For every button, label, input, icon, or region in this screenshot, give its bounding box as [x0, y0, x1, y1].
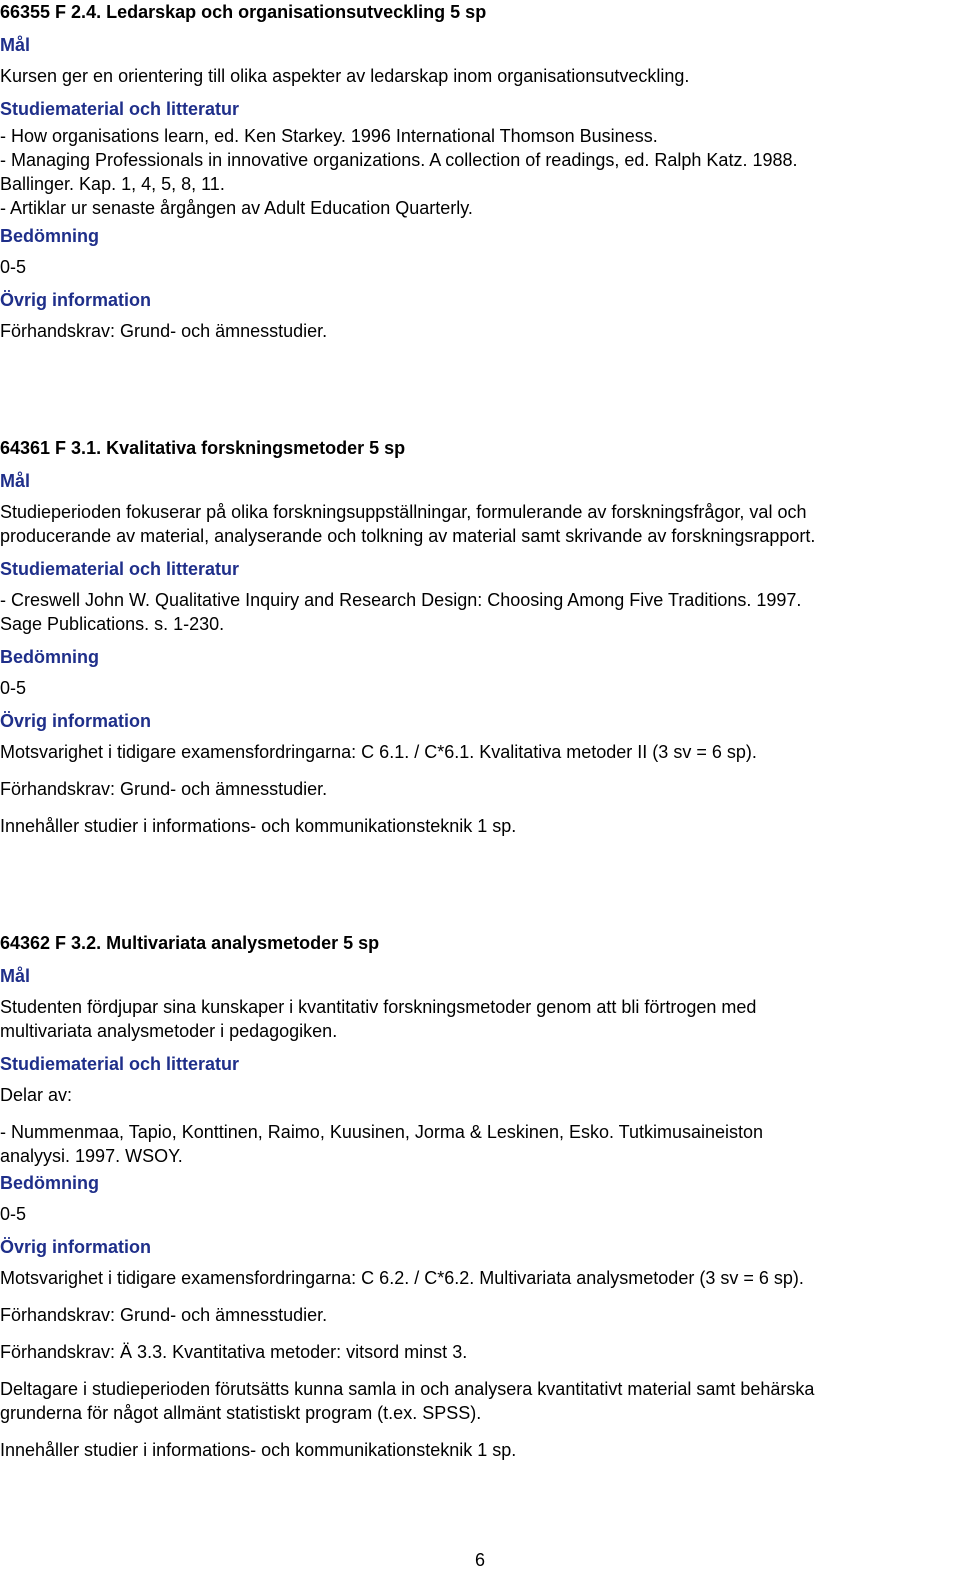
assessment-value: 0-5 — [0, 257, 27, 277]
info-paragraph: Förhandskrav: Grund- och ämnesstudier. — [0, 321, 328, 341]
literature-line: - Nummenmaa, Tapio, Konttinen, Raimo, Kuusinen, Jorma & Leskinen, Esko. Tutkimusaineiston — [0, 1122, 764, 1142]
assessment-value: 0-5 — [0, 1204, 27, 1224]
info-paragraph: Förhandskrav: Grund- och ämnesstudier. — [0, 1305, 328, 1325]
goal-heading: Mål — [0, 966, 31, 986]
assessment-heading: Bedömning — [0, 226, 99, 246]
literature-list — [0, 124, 960, 220]
goal-text: Studieperioden fokuserar på olika forskningsuppställningar, formulerande av forskningsfrågor, val och producerande av material, analyserande och tolkning av material samt skrivande av forskningsrapport. — [0, 502, 816, 546]
info-paragraph: Motsvarighet i tidigare examensfordringarna: C 6.2. / C*6.2. Multivariata analysmetoder (3 sv = 6 sp). — [0, 1268, 804, 1288]
info-paragraph: Innehåller studier i informations- och kommunikationsteknik 1 sp. — [0, 816, 517, 836]
literature-line: - How organisations learn, ed. Ken Starkey. 1996 International Thomson Business. — [0, 126, 658, 146]
literature-line: - Artiklar ur senaste årgången av Adult Education Quarterly. — [0, 198, 473, 218]
literature-line: Sage Publications. s. 1-230. — [0, 614, 225, 634]
goal-text: Studenten fördjupar sina kunskaper i kvantitativ forskningsmetoder genom att bli förtrogen med multivariata analysmetoder i pedagogiken. — [0, 997, 757, 1041]
course-64362 — [0, 931, 960, 1462]
assessment-heading: Bedömning — [0, 1173, 99, 1193]
info-heading: Övrig information — [0, 1237, 152, 1257]
page-number: 6 — [474, 1550, 485, 1570]
course-title: 66355 F 2.4. Ledarskap och organisationsutveckling 5 sp — [0, 2, 487, 22]
info-paragraph: Innehåller studier i informations- och kommunikationsteknik 1 sp. — [0, 1440, 517, 1460]
course-title: 64362 F 3.2. Multivariata analysmetoder 5 sp — [0, 933, 380, 953]
literature-line: - Managing Professionals in innovative organizations. A collection of readings, ed. Ralph Katz. 1988. — [0, 150, 798, 170]
literature-heading: Studiematerial och litteratur — [0, 559, 240, 579]
goal-heading: Mål — [0, 35, 31, 55]
course-64361 — [0, 436, 960, 838]
literature-line: - Creswell John W. Qualitative Inquiry and Research Design: Choosing Among Five Traditions. 1997. — [0, 590, 802, 610]
assessment-heading: Bedömning — [0, 647, 99, 667]
literature-line: analyysi. 1997. WSOY. — [0, 1146, 183, 1166]
literature-heading: Studiematerial och litteratur — [0, 1054, 240, 1074]
info-heading: Övrig information — [0, 711, 152, 731]
literature-list — [0, 1120, 960, 1168]
course-title: 64361 F 3.1. Kvalitativa forskningsmetoder 5 sp — [0, 438, 406, 458]
course-66355 — [0, 0, 960, 343]
info-heading: Övrig information — [0, 290, 152, 310]
literature-intro: Delar av: — [0, 1085, 73, 1105]
goal-text: Kursen ger en orientering till olika aspekter av ledarskap inom organisationsutveckling. — [0, 66, 690, 86]
info-paragraph: Deltagare i studieperioden förutsätts kunna samla in och analysera kvantitativt material samt behärska grunderna för något allmänt statistiskt program (t.ex. SPSS). — [0, 1379, 815, 1423]
literature-heading: Studiematerial och litteratur — [0, 99, 240, 119]
literature-line: Ballinger. Kap. 1, 4, 5, 8, 11. — [0, 174, 225, 194]
info-paragraph: Motsvarighet i tidigare examensfordringarna: C 6.1. / C*6.1. Kvalitativa metoder II (3 sv = 6 sp). — [0, 742, 757, 762]
assessment-value: 0-5 — [0, 678, 27, 698]
info-paragraph: Förhandskrav: Grund- och ämnesstudier. — [0, 779, 328, 799]
goal-heading: Mål — [0, 471, 31, 491]
literature-list — [0, 588, 960, 636]
info-paragraph: Förhandskrav: Ä 3.3. Kvantitativa metoder: vitsord minst 3. — [0, 1342, 468, 1362]
